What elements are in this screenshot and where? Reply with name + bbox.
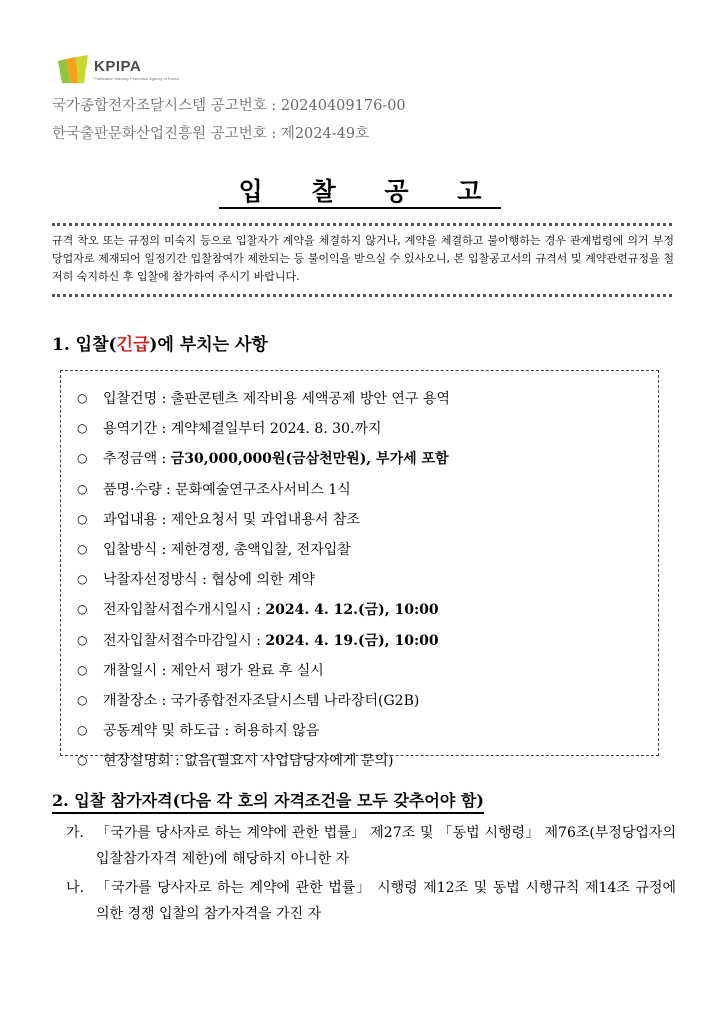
bid-detail-item: [77, 383, 450, 413]
bid-detail-item: [77, 564, 450, 594]
bid-detail-value: 2024. 4. 19.(금), 10:00: [265, 632, 439, 649]
bid-detail-value: 2024. 4. 12.(금), 10:00: [265, 602, 439, 619]
logo-subtext: Publication Industry Promotion Agency of Korea: [94, 76, 179, 81]
bid-detail-label: 입찰건명 :: [103, 391, 171, 408]
bid-detail-item: [77, 443, 450, 473]
bid-detail-value: 출판콘텐츠 제작비용 세액공제 방안 연구 용역: [170, 391, 450, 408]
bid-detail-label: 현장설명회 :: [103, 753, 185, 770]
warning-text: 규격 착오 또는 규정의 미숙지 등으로 입찰자가 계약을 체결하지 않거나, 계약을 체결하고 불이행하는 경우 관계법령에 의거 부정당업자로 제재되어 일정기간 입찰참여가 제한되는 등 불이익을 받으실 수 있사오니, 본 입찰공고서의 규격서 및 계약관련규정을 철저히 숙지하신 후 입찰에 참가하여 주시기 바랍니다.: [52, 234, 674, 283]
circle-bullet-icon: ○: [77, 723, 88, 738]
kpipa-logo-icon: [56, 55, 90, 85]
qualification-item: [66, 875, 676, 927]
bid-detail-label: 과업내용 :: [103, 511, 171, 528]
bid-detail-label: 품명·수량 :: [103, 481, 176, 498]
bid-detail-label: 전자입찰서접수개시일시 :: [103, 602, 266, 619]
circle-bullet-icon: ○: [77, 572, 88, 587]
bid-detail-label: 입찰방식 :: [103, 542, 171, 559]
qualification-mark: 나.: [66, 880, 84, 896]
bid-detail-value: 허용하지 않음: [233, 723, 320, 740]
circle-bullet-icon: ○: [77, 481, 88, 496]
circle-bullet-icon: ○: [77, 662, 88, 677]
section2-heading: 2. 입찰 참가자격(다음 각 호의 자격조건을 모두 갖추어야 함): [52, 788, 484, 814]
bid-detail-value: 계약체결일부터 2024. 8. 30.까지: [170, 421, 382, 438]
bid-detail-item: [77, 655, 450, 685]
logo-text: KPIPA: [94, 58, 142, 75]
bid-detail-label: 개찰장소 :: [103, 692, 171, 709]
bid-details-box: [60, 370, 659, 770]
qualification-item: [66, 820, 676, 872]
g2b-notice-number: 국가종합전자조달시스템 공고번호 : 20240409176-00: [52, 98, 406, 114]
bid-detail-value: 제한경쟁, 총액입찰, 전자입찰: [170, 542, 351, 559]
qualification-list: [66, 820, 676, 930]
bid-detail-label: 공동계약 및 하도급 :: [103, 723, 234, 740]
circle-bullet-icon: ○: [77, 421, 88, 436]
bid-details-list: [77, 383, 450, 775]
divider-bottom: [52, 294, 672, 297]
section1-heading: 1. 입찰(긴급)에 부치는 사항: [52, 335, 268, 355]
bid-detail-label: 추정금액 :: [103, 451, 171, 468]
bid-detail-item: [77, 474, 450, 504]
urgent-label: 긴급: [116, 335, 150, 355]
bid-detail-label: 개찰일시 :: [103, 662, 171, 679]
bid-detail-label: 용역기간 :: [103, 421, 171, 438]
kpipa-notice-number: 한국출판문화산업진흥원 공고번호 : 제2024-49호: [52, 126, 370, 142]
qualification-text: 「국가를 당사자로 하는 계약에 관한 법률」 시행령 제12조 및 동법 시행규칙 제14조 규정에 의한 경쟁 입찰의 참가자격을 가진 자: [96, 880, 676, 922]
qualification-text: 「국가를 당사자로 하는 계약에 관한 법률」 제27조 및 「동법 시행령」 제76조(부정당업자의 입찰참가자격 제한)에 해당하지 아니한 자: [96, 825, 676, 867]
bid-detail-item: [77, 685, 450, 715]
bid-detail-value: 협상에 의한 계약: [211, 572, 315, 589]
bid-detail-label: 낙찰자선정방식 :: [103, 572, 212, 589]
bid-detail-value: 제안서 평가 완료 후 실시: [170, 662, 324, 679]
bid-detail-item: [77, 413, 450, 443]
bid-detail-item: [77, 745, 450, 775]
bid-detail-value: 금30,000,000원(금삼천만원), 부가세 포함: [170, 451, 449, 468]
bid-detail-value: 제안요청서 및 과업내용서 참조: [170, 511, 360, 528]
divider-top: [52, 223, 672, 226]
bid-detail-item: [77, 594, 450, 624]
kpipa-logo: [56, 55, 206, 85]
circle-bullet-icon: ○: [77, 692, 88, 707]
circle-bullet-icon: ○: [77, 753, 88, 768]
page-title: 입 찰 공 고: [0, 172, 720, 208]
circle-bullet-icon: ○: [77, 632, 88, 647]
bid-detail-value: 문화예술연구조사서비스 1식: [175, 481, 351, 498]
circle-bullet-icon: ○: [77, 451, 88, 466]
bid-detail-value: 국가종합전자조달시스템 나라장터(G2B): [170, 692, 420, 709]
circle-bullet-icon: ○: [77, 542, 88, 557]
circle-bullet-icon: ○: [77, 511, 88, 526]
bid-detail-label: 전자입찰서접수마감일시 :: [103, 632, 266, 649]
bid-detail-value: 없음(필요시 사업담당자에게 문의): [184, 753, 394, 770]
circle-bullet-icon: ○: [77, 391, 88, 406]
circle-bullet-icon: ○: [77, 602, 88, 617]
bid-detail-item: [77, 504, 450, 534]
qualification-mark: 가.: [66, 825, 84, 841]
bid-detail-item: [77, 534, 450, 564]
bid-detail-item: [77, 715, 450, 745]
bid-detail-item: [77, 625, 450, 655]
